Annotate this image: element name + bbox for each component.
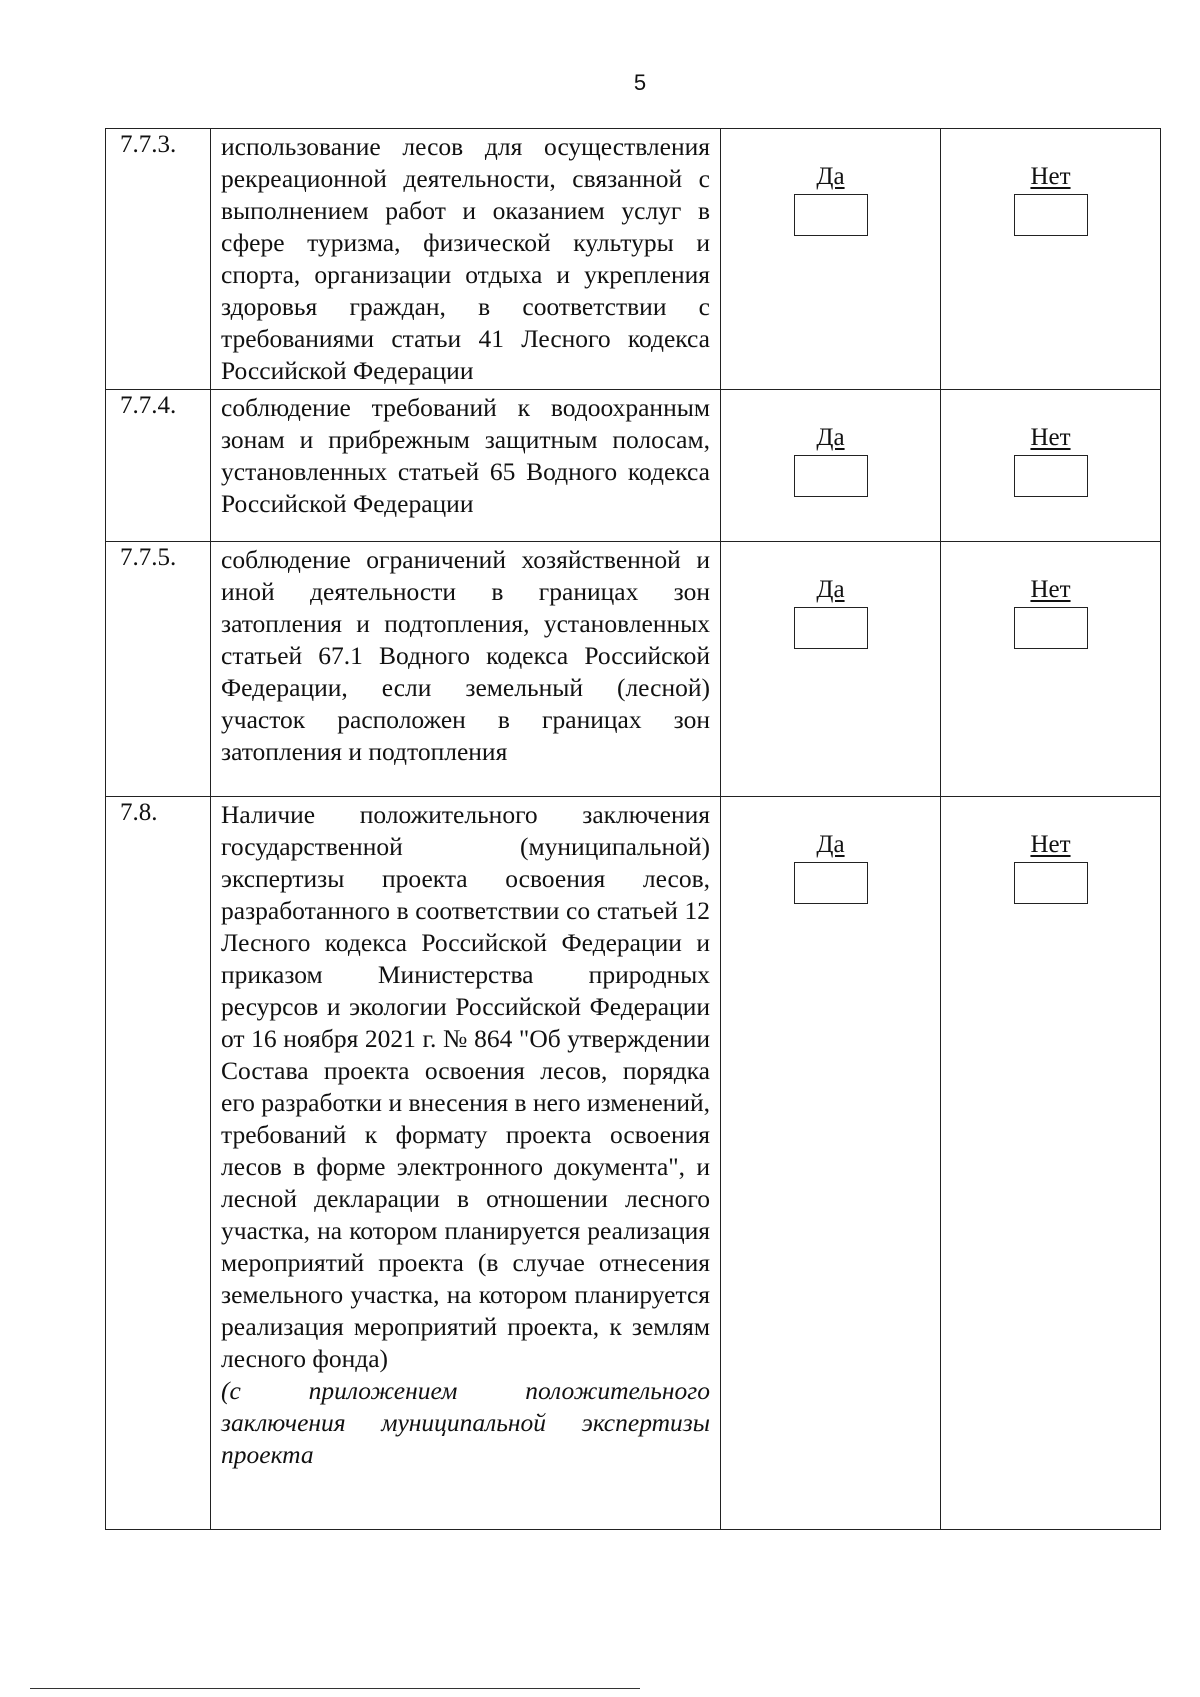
yes-choice — [794, 831, 868, 904]
item-number: 7.7.5. — [106, 542, 211, 797]
item-number: 7.7.4. — [106, 390, 211, 542]
yes-checkbox[interactable] — [794, 455, 868, 497]
yes-label: Да — [816, 163, 845, 190]
no-checkbox[interactable] — [1014, 862, 1088, 904]
no-choice — [1014, 831, 1088, 904]
item-text-italic: (с приложением положительного заключения муниципальной экспертизы проекта — [221, 1376, 710, 1469]
item-number: 7.8. — [106, 797, 211, 1530]
no-choice — [1014, 576, 1088, 649]
yes-checkbox[interactable] — [794, 194, 868, 236]
yes-label: Да — [816, 831, 845, 858]
item-number: 7.7.3. — [106, 129, 211, 390]
no-cell — [941, 129, 1161, 390]
yes-label: Да — [816, 424, 845, 451]
no-label: Нет — [1030, 831, 1071, 858]
table-row — [106, 542, 1161, 797]
no-cell — [941, 797, 1161, 1530]
item-text-cell — [211, 797, 721, 1530]
no-checkbox[interactable] — [1014, 194, 1088, 236]
yes-cell — [721, 797, 941, 1530]
table-row — [106, 797, 1161, 1530]
item-text: использование лесов для осуществления рекреационной деятельности, связанной с выполнением работ и оказанием услуг в сфере туризма, физической культуры и спорта, организации отдыха и укрепления здоровья граждан, в соответствии с требованиями статьи 41 Лесного кодекса Российской Федерации — [221, 132, 710, 385]
no-cell — [941, 542, 1161, 797]
table-row — [106, 129, 1161, 390]
no-choice — [1014, 424, 1088, 497]
no-label: Нет — [1030, 163, 1071, 190]
yes-label: Да — [816, 576, 845, 603]
no-label: Нет — [1030, 576, 1071, 603]
table-row — [106, 390, 1161, 542]
yes-choice — [794, 576, 868, 649]
yes-cell — [721, 542, 941, 797]
no-cell — [941, 390, 1161, 542]
no-choice — [1014, 163, 1088, 236]
yes-choice — [794, 424, 868, 497]
no-checkbox[interactable] — [1014, 607, 1088, 649]
item-text-cell — [211, 542, 721, 797]
item-text-cell — [211, 390, 721, 542]
footer-divider — [30, 1688, 640, 1689]
no-label: Нет — [1030, 424, 1071, 451]
checklist-table — [105, 128, 1161, 1530]
no-checkbox[interactable] — [1014, 455, 1088, 497]
yes-cell — [721, 129, 941, 390]
item-text-cell — [211, 129, 721, 390]
item-text: соблюдение ограничений хозяйственной и иной деятельности в границах зон затопления и подтопления, установленных статьей 67.1 Водного кодекса Российской Федерации, если земельный (лесной) участок расположен в границах зон затопления и подтопления — [221, 545, 710, 766]
page-number: 5 — [633, 70, 647, 95]
yes-checkbox[interactable] — [794, 607, 868, 649]
yes-cell — [721, 390, 941, 542]
yes-choice — [794, 163, 868, 236]
item-text: Наличие положительного заключения государственной (муниципальной) экспертизы проекта освоения лесов, разработанного в соответствии со статьей 12 Лесного кодекса Российской Федерации и приказом Министерства природных ресурсов и экологии Российской Федерации от 16 ноября 2021 г. № 864 "Об утверждении Состава проекта освоения лесов, порядка его разработки и внесения в него изменений, требований к формату проекта освоения лесов в форме электронного документа", и лесной декларации в отношении лесного участка, на котором планируется реализация мероприятий проекта (в случае отнесения земельного участка, на котором планируется реализация мероприятий проекта, к землям лесного фонда) — [221, 800, 710, 1373]
item-text: соблюдение требований к водоохранным зонам и прибрежным защитным полосам, установленных статьей 65 Водного кодекса Российской Федерации — [221, 393, 710, 518]
yes-checkbox[interactable] — [794, 862, 868, 904]
